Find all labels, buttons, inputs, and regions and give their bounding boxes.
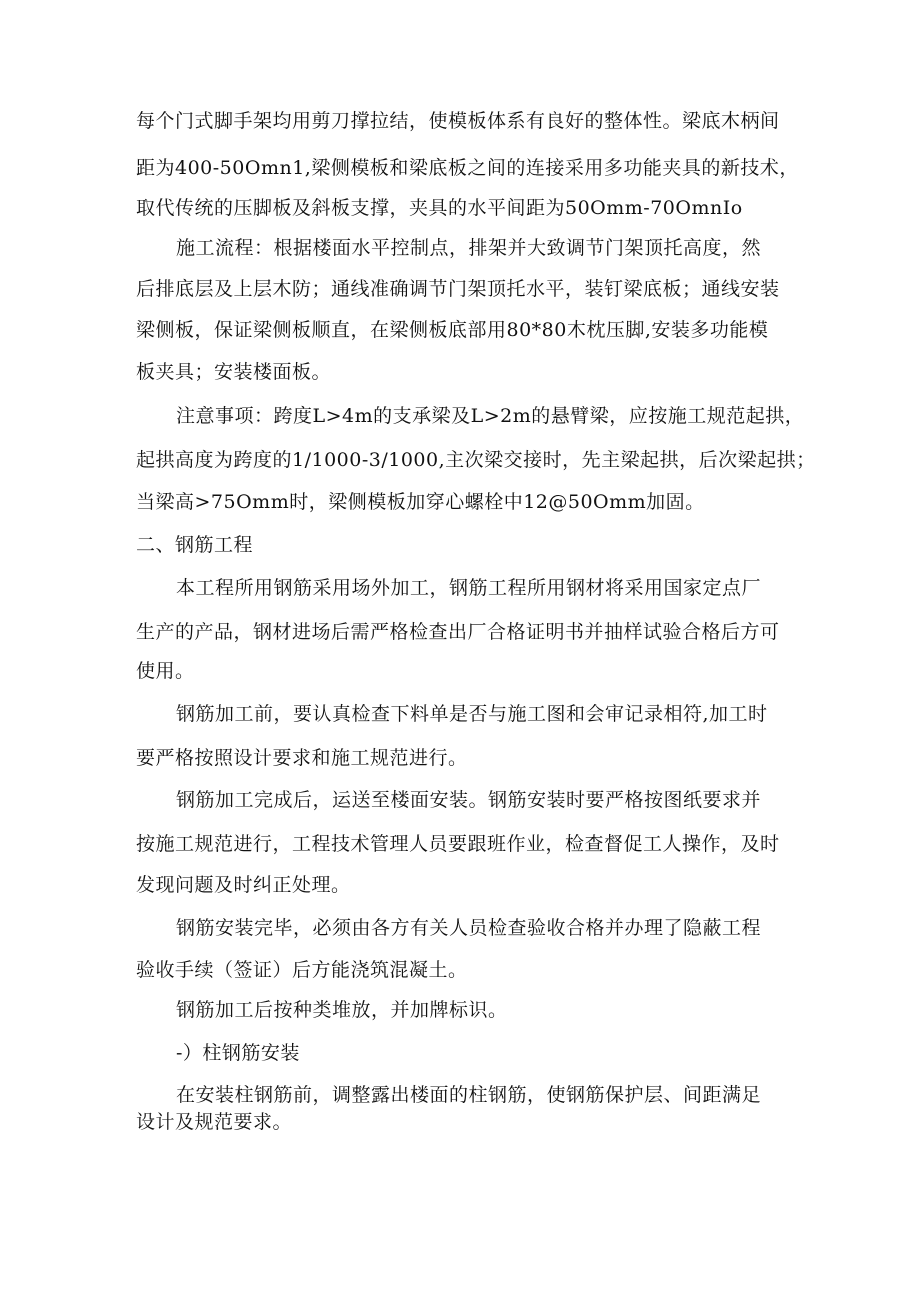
paragraph-2-line-1: 施工流程：根据楼面水平控制点，排架并大致调节门架顶托高度，然 [176,237,762,259]
paragraph-7-line-3: 发现问题及时纠正处理。 [136,874,351,896]
paragraph-5-line-2: 生产的产品，钢材进场后需严格检查出厂合格证明书并抽样试验合格后方可 [136,621,780,643]
paragraph-5-line-3: 使用。 [136,660,195,682]
paragraph-11-line-2: 设计及规范要求。 [136,1111,293,1133]
paragraph-3-line-1: 注意事项：跨度L>4m的支承梁及L>2m的悬臂梁，应按施工规范起拱， [176,405,805,427]
paragraph-8-line-2: 验收手续（签证）后方能浇筑混凝土。 [136,959,468,981]
paragraph-7-line-1: 钢筋加工完成后，运送至楼面安装。钢筋安装时要严格按图纸要求并 [176,789,762,811]
paragraph-2-line-4: 板夹具；安装楼面板。 [136,361,332,383]
section-heading-rebar: 二、钢筋工程 [136,534,254,556]
paragraph-3-line-3: 当梁高>75Omm时，梁侧模板加穿心螺栓中12@50Omm加固。 [136,491,705,513]
paragraph-6-line-2: 要严格按照设计要求和施工规范进行。 [136,747,468,769]
paragraph-3-line-2: 起拱高度为跨度的1/1000-3/1000,主次梁交接时，先主梁起拱，后次梁起拱； [136,449,816,471]
paragraph-1-line-1: 每个门式脚手架均用剪刀撑拉结，使模板体系有良好的整体性。梁底木柄间 [136,110,780,132]
paragraph-1-line-3: 取代传统的压脚板及斜板支撑，夹具的水平间距为50Omm-70OmnIo [136,197,743,219]
paragraph-8-line-1: 钢筋安装完毕，必须由各方有关人员检查验收合格并办理了隐蔽工程 [176,917,762,939]
paragraph-7-line-2: 按施工规范进行，工程技术管理人员要跟班作业，检查督促工人操作，及时 [136,833,780,855]
paragraph-2-line-3: 梁侧板，保证梁侧板顺直，在梁侧板底部用80*80木枕压脚,安装多功能模 [136,319,769,341]
paragraph-5-line-1: 本工程所用钢筋采用场外加工，钢筋工程所用钢材将采用国家定点厂 [176,577,762,599]
paragraph-2-line-2: 后排底层及上层木防；通线准确调节门架顶托水平，装钉梁底板；通线安装 [136,278,780,300]
paragraph-6-line-1: 钢筋加工前，要认真检查下料单是否与施工图和会审记录相符,加工时 [176,703,768,725]
paragraph-1-line-2: 距为400-50Omn1,梁侧模板和梁底板之间的连接采用多功能夹具的新技术， [136,157,799,179]
paragraph-9-line-1: 钢筋加工后按种类堆放，并加牌标识。 [176,999,508,1021]
paragraph-11-line-1: 在安装柱钢筋前，调整露出楼面的柱钢筋，使钢筋保护层、间距满足 [176,1084,762,1106]
subheading-column-rebar: -）柱钢筋安装 [176,1042,300,1064]
